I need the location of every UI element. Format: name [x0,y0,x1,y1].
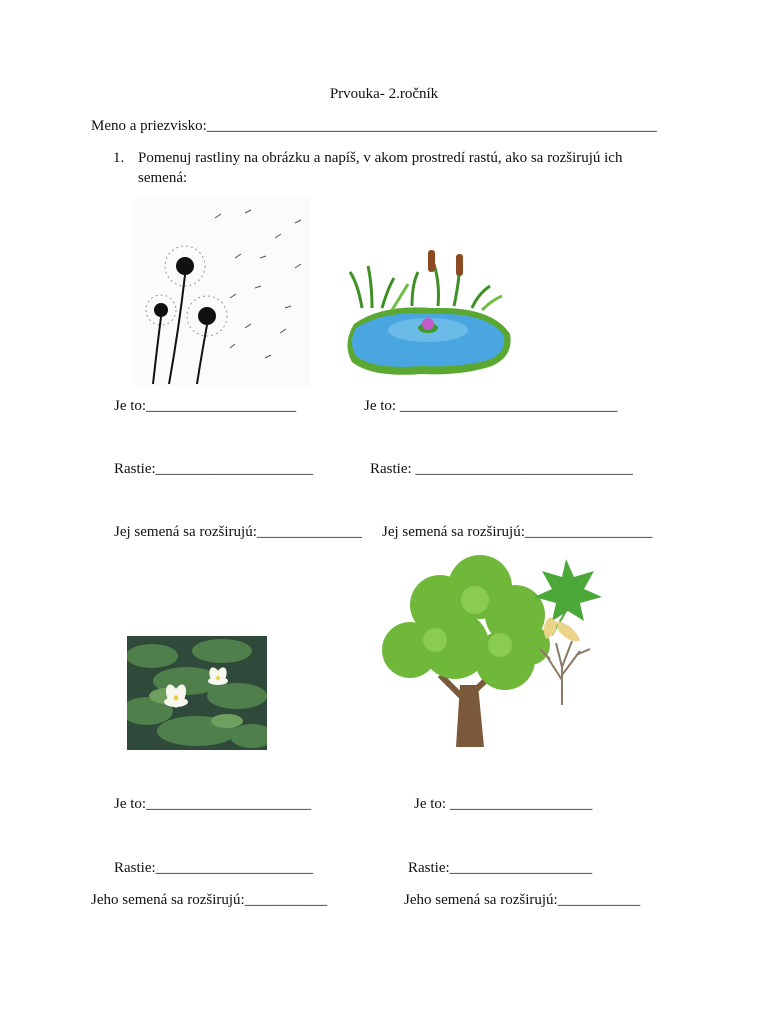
name-line: Meno a priezvisko:____________________________________________________________ [91,118,657,134]
plant3-je-to: Je to:______________________ [114,796,312,812]
task-text: Pomenuj rastliny na obrázku a napíš, v akom prostredí rastú, ako sa rozširujú ich semená: [138,150,623,186]
plant2-rastie: Rastie: _____________________________ [370,461,633,477]
plant1-semena: Jej semená sa rozširujú:______________ [114,524,362,540]
plant3-rastie: Rastie:_____________________ [114,860,314,876]
plant4-semena: Jeho semená sa rozširujú:___________ [404,892,641,908]
plant1-rastie: Rastie:_____________________ [114,461,314,477]
plant4-rastie: Rastie:___________________ [408,860,593,876]
plant4-je-to: Je to: ___________________ [414,796,593,812]
worksheet-title: Prvouka- 2.ročník [329,86,439,102]
plant2-je-to: Je to: _____________________________ [364,398,618,414]
cattail-pond-image [342,244,514,384]
dandelion-image [135,198,310,386]
task-number: 1. [113,150,125,166]
plant3-semena: Jeho semená sa rozširujú:___________ [91,892,328,908]
plant2-semena: Jej semená sa rozširujú:_________________ [382,524,653,540]
maple-tree-image [380,555,612,751]
water-lily-image [127,636,267,750]
plant1-je-to: Je to:____________________ [114,398,297,414]
